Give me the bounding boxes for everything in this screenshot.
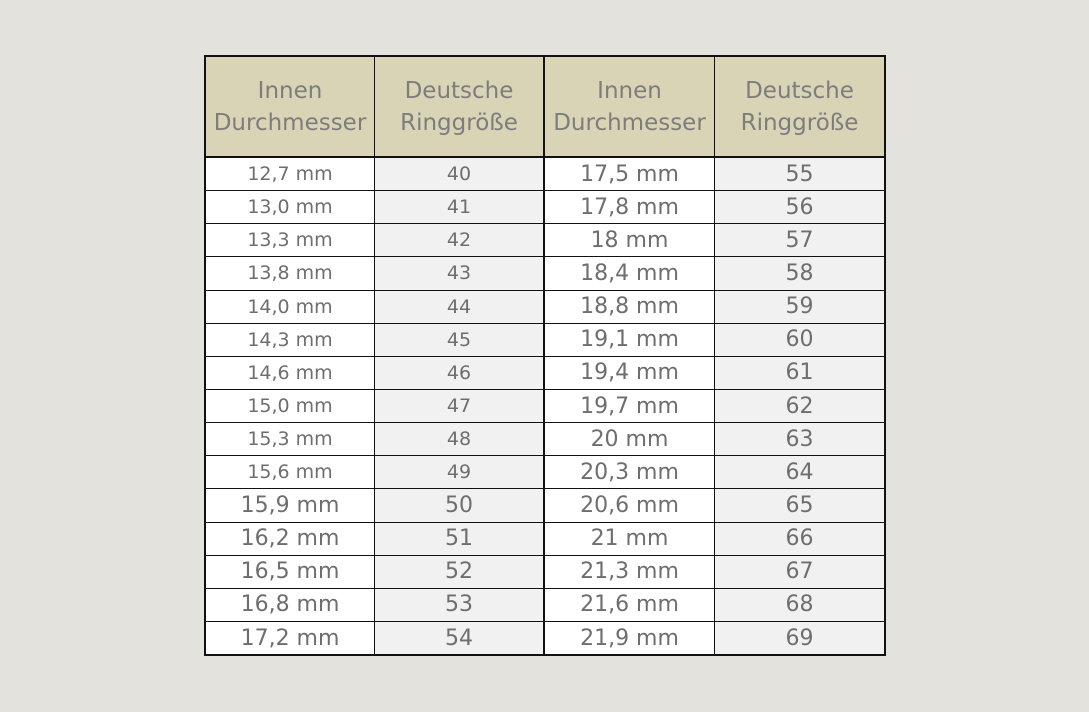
table-row — [206, 523, 543, 555]
header-german-size-line2: Ringgröße — [400, 109, 518, 136]
table-row — [545, 191, 884, 223]
table-row — [206, 589, 543, 621]
inner-diameter-cell: 21 mm — [545, 523, 714, 555]
ring-size-cell: 66 — [715, 523, 884, 555]
ring-size-table — [204, 55, 886, 656]
header-row-left — [206, 57, 543, 158]
ring-size-cell: 51 — [375, 523, 543, 555]
inner-diameter-cell: 14,0 mm — [206, 291, 374, 323]
table-row — [545, 456, 884, 488]
inner-diameter-cell: 19,1 mm — [545, 324, 714, 356]
inner-diameter-cell: 13,8 mm — [206, 257, 374, 289]
inner-diameter-cell: 15,3 mm — [206, 423, 374, 455]
table-row — [206, 423, 543, 455]
inner-diameter-cell: 20 mm — [545, 423, 714, 455]
ring-size-cell: 41 — [375, 191, 543, 223]
table-row — [206, 456, 543, 488]
table-row — [206, 291, 543, 323]
table-row — [206, 191, 543, 223]
header-inner-diameter-line1: Innen — [597, 77, 662, 104]
inner-diameter-cell: 18,4 mm — [545, 257, 714, 289]
table-row — [206, 324, 543, 356]
ring-size-cell: 55 — [715, 158, 884, 190]
ring-size-cell: 48 — [375, 423, 543, 455]
table-row — [545, 589, 884, 621]
table-left-half — [206, 57, 545, 654]
table-row — [206, 622, 543, 654]
header-inner-diameter-line1: Innen — [257, 77, 323, 104]
ring-size-cell: 59 — [715, 291, 884, 323]
header-inner-diameter-line2: Durchmesser — [553, 109, 706, 136]
table-row — [206, 489, 543, 521]
header-inner-diameter-line2: Durchmesser — [213, 109, 367, 136]
header-german-size-left — [375, 57, 543, 156]
inner-diameter-cell: 13,3 mm — [206, 224, 374, 256]
inner-diameter-cell: 16,2 mm — [206, 523, 374, 555]
table-body-right — [545, 158, 884, 654]
inner-diameter-cell: 18,8 mm — [545, 291, 714, 323]
table-row — [545, 556, 884, 588]
inner-diameter-cell: 13,0 mm — [206, 191, 374, 223]
header-row-right — [545, 57, 884, 158]
ring-size-cell: 62 — [715, 390, 884, 422]
inner-diameter-cell: 20,6 mm — [545, 489, 714, 521]
inner-diameter-cell: 21,6 mm — [545, 589, 714, 621]
table-row — [206, 257, 543, 289]
inner-diameter-cell: 17,8 mm — [545, 191, 714, 223]
inner-diameter-cell: 19,7 mm — [545, 390, 714, 422]
table-row — [545, 523, 884, 555]
header-german-size-line1: Deutsche — [745, 77, 854, 104]
inner-diameter-cell: 19,4 mm — [545, 357, 714, 389]
inner-diameter-cell: 14,6 mm — [206, 357, 374, 389]
ring-size-cell: 53 — [375, 589, 543, 621]
ring-size-cell: 49 — [375, 456, 543, 488]
ring-size-cell: 50 — [375, 489, 543, 521]
inner-diameter-cell: 15,0 mm — [206, 390, 374, 422]
table-row — [545, 390, 884, 422]
ring-size-cell: 64 — [715, 456, 884, 488]
ring-size-cell: 65 — [715, 489, 884, 521]
table-row — [545, 291, 884, 323]
ring-size-cell: 52 — [375, 556, 543, 588]
inner-diameter-cell: 18 mm — [545, 224, 714, 256]
inner-diameter-cell: 21,3 mm — [545, 556, 714, 588]
table-row — [545, 622, 884, 654]
header-german-size-line2: Ringgröße — [740, 109, 859, 136]
inner-diameter-cell: 16,5 mm — [206, 556, 374, 588]
table-row — [545, 357, 884, 389]
inner-diameter-cell: 17,5 mm — [545, 158, 714, 190]
table-row — [206, 556, 543, 588]
ring-size-cell: 57 — [715, 224, 884, 256]
inner-diameter-cell: 15,6 mm — [206, 456, 374, 488]
table-row — [545, 423, 884, 455]
header-german-size-right — [715, 57, 884, 156]
ring-size-cell: 60 — [715, 324, 884, 356]
table-row — [545, 324, 884, 356]
ring-size-cell: 58 — [715, 257, 884, 289]
table-row — [545, 158, 884, 190]
inner-diameter-cell: 16,8 mm — [206, 589, 374, 621]
ring-size-cell: 56 — [715, 191, 884, 223]
table-row — [545, 224, 884, 256]
inner-diameter-cell: 21,9 mm — [545, 622, 714, 654]
table-row — [206, 357, 543, 389]
ring-size-cell: 47 — [375, 390, 543, 422]
header-german-size-line1: Deutsche — [404, 77, 514, 104]
table-right-half — [545, 57, 884, 654]
table-row — [206, 224, 543, 256]
ring-size-cell: 54 — [375, 622, 543, 654]
table-row — [206, 390, 543, 422]
ring-size-cell: 42 — [375, 224, 543, 256]
ring-size-cell: 43 — [375, 257, 543, 289]
ring-size-cell: 67 — [715, 556, 884, 588]
ring-size-cell: 45 — [375, 324, 543, 356]
table-row — [545, 489, 884, 521]
table-body-left — [206, 158, 543, 654]
table-row — [545, 257, 884, 289]
ring-size-cell: 44 — [375, 291, 543, 323]
ring-size-cell: 46 — [375, 357, 543, 389]
inner-diameter-cell: 20,3 mm — [545, 456, 714, 488]
inner-diameter-cell: 15,9 mm — [206, 489, 374, 521]
ring-size-cell: 61 — [715, 357, 884, 389]
ring-size-cell: 69 — [715, 622, 884, 654]
ring-size-cell: 40 — [375, 158, 543, 190]
inner-diameter-cell: 12,7 mm — [206, 158, 374, 190]
header-inner-diameter-left — [206, 57, 374, 156]
header-inner-diameter-right — [545, 57, 714, 156]
ring-size-cell: 68 — [715, 589, 884, 621]
inner-diameter-cell: 17,2 mm — [206, 622, 374, 654]
inner-diameter-cell: 14,3 mm — [206, 324, 374, 356]
table-row — [206, 158, 543, 190]
ring-size-cell: 63 — [715, 423, 884, 455]
